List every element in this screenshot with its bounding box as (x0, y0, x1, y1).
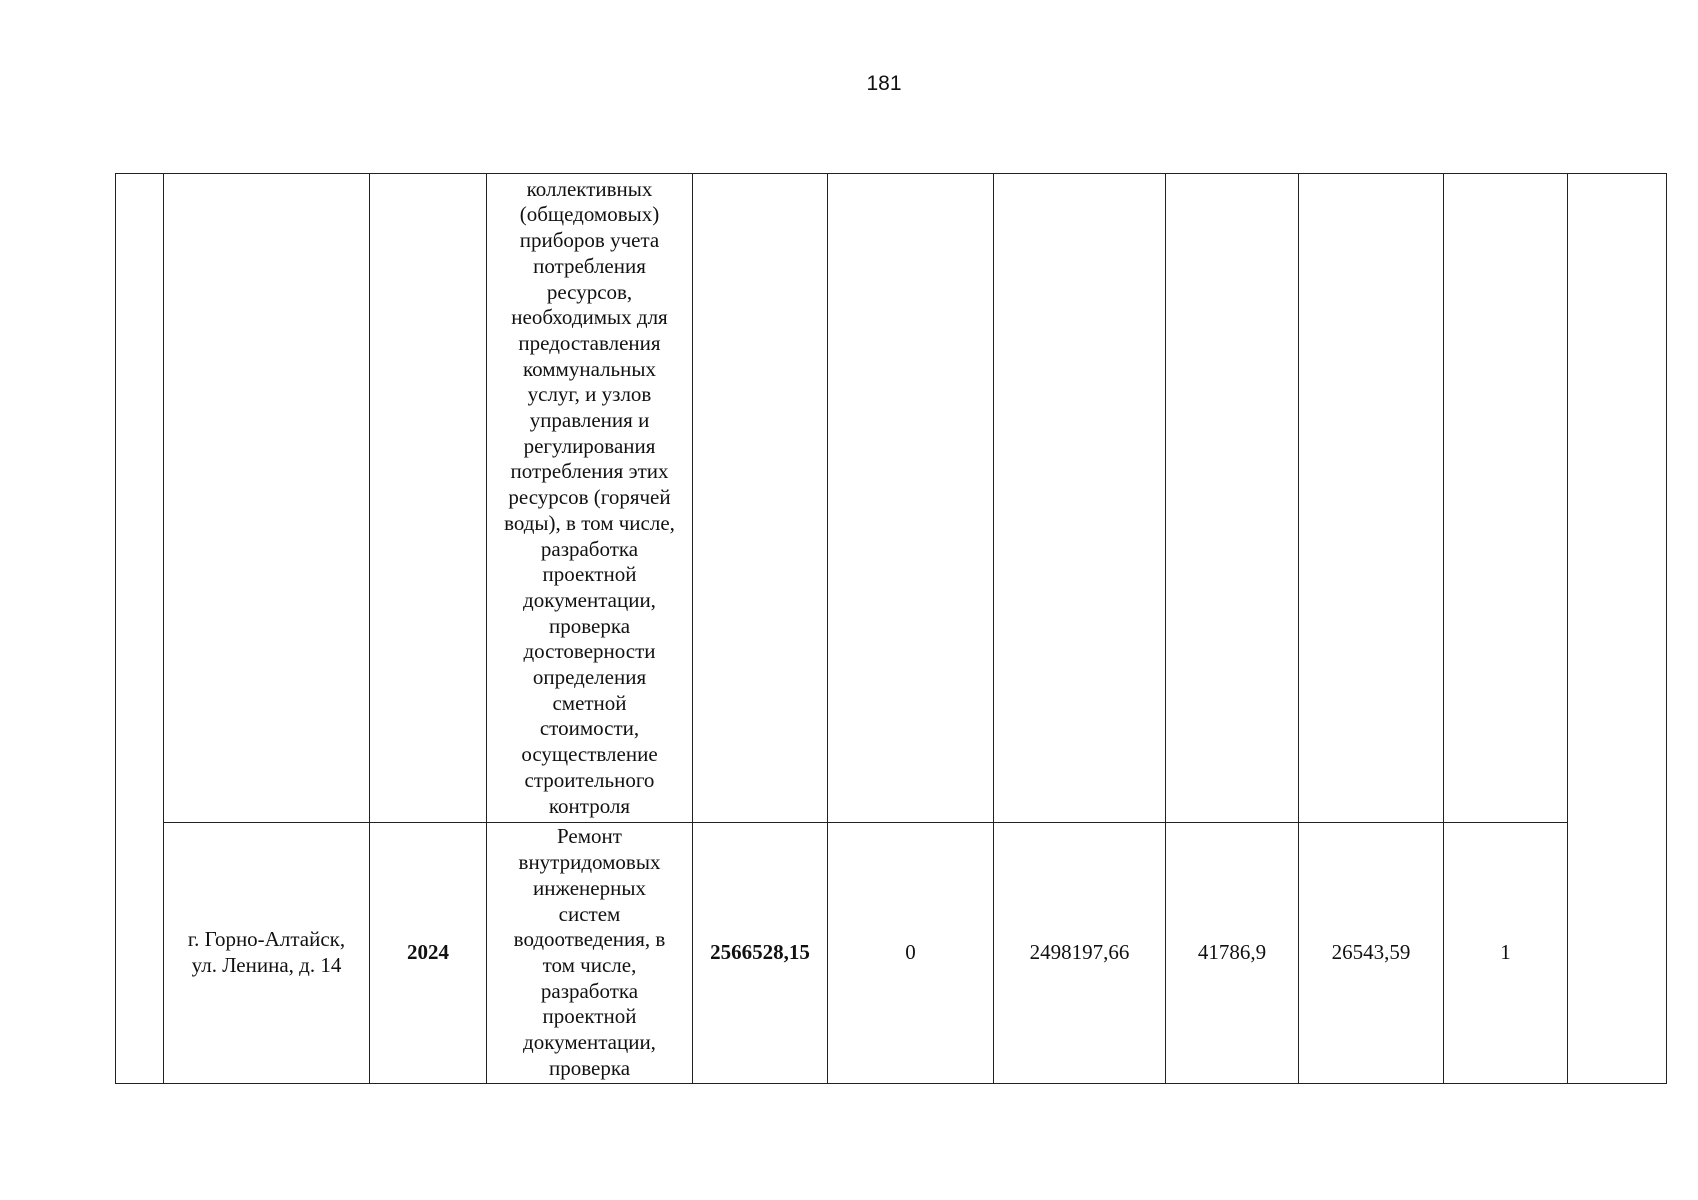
address-cell (164, 823, 370, 1084)
col-e-cell: 1 (1444, 823, 1568, 1084)
year-cell-empty (370, 174, 487, 823)
work-description-text: коллективных (общедомовых) приборов учета потребления ресурсов, необходимых для предоставления коммунальных услуг, и узлов управления и регулирования потребления этих ресурсов (горячей воды), в том числе, разработка проектной документации, проверка достоверности определения сметной стоимости, осуществление строительного контроля (504, 176, 675, 818)
last-column-cell (1568, 174, 1667, 1084)
table-row-continuation (116, 174, 1667, 823)
work-description-text: Ремонт внутридомовых инженерных систем водоотведения, в том числе, разработка проектной документации, проверка (513, 824, 666, 1080)
col-d-cell-empty (1299, 174, 1444, 823)
work-description-cell (487, 823, 693, 1084)
col-e-cell-empty (1444, 174, 1568, 823)
col-a-cell-empty (828, 174, 994, 823)
address-text: г. Горно-Алтайск, ул. Ленина, д. 14 (187, 927, 346, 977)
total-cell-empty (693, 174, 828, 823)
total-cost-cell: 2566528,15 (693, 823, 828, 1084)
year-cell: 2024 (370, 823, 487, 1084)
page-number: 181 (866, 72, 902, 95)
col-b-cell-empty (994, 174, 1166, 823)
col-c-cell-empty (1166, 174, 1299, 823)
table-row-main (116, 823, 1667, 1084)
work-description-cell (487, 174, 693, 823)
col-d-cell: 26543,59 (1299, 823, 1444, 1084)
works-table (115, 173, 1667, 1084)
row-number-cell (116, 174, 164, 1084)
col-c-cell: 41786,9 (1166, 823, 1299, 1084)
col-a-cell: 0 (828, 823, 994, 1084)
address-cell-empty (164, 174, 370, 823)
col-b-cell: 2498197,66 (994, 823, 1166, 1084)
